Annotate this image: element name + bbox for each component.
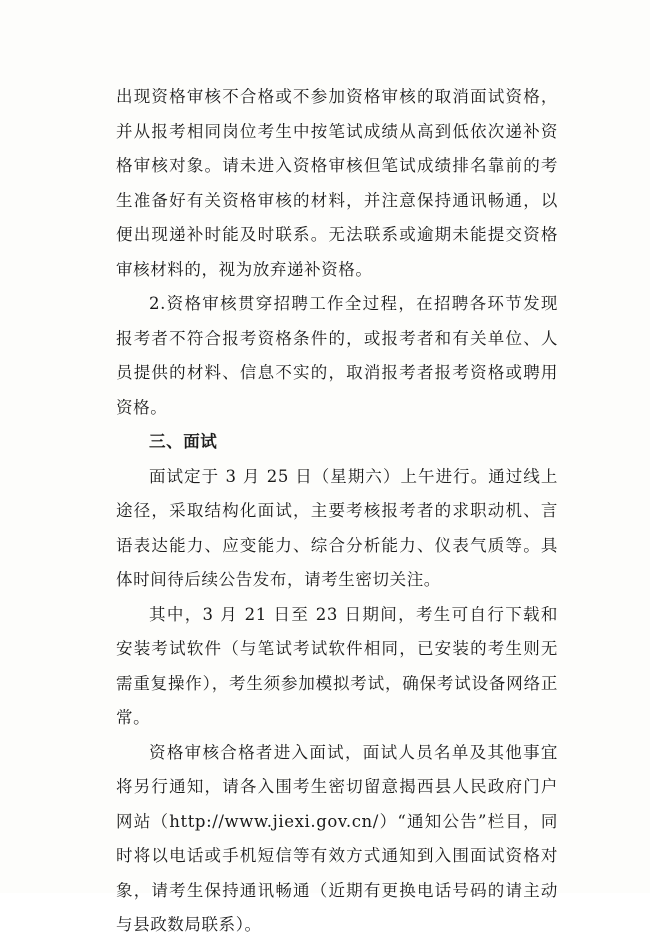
paragraph-qualification-continued: 出现资格审核不合格或不参加资格审核的取消面试资格，并从报考相同岗位考生中按笔试成绩从高到低依次递补资格审核对象。请未进入资格审核但笔试成绩排名靠前的考生准备好有关资格审核的材料，并注意保持通讯畅通，以便出现递补时能及时联系。无法联系或逾期未能提交资格审核材料的，视为放弃递补资格。 xyxy=(116,87,558,279)
paragraph-interview-notice: 资格审核合格者进入面试，面试人员名单及其他事宜将另行通知，请各入围考生密切留意揭西县人民政府门户网站（http://www.jiexi.gov.cn/）“通知公告”栏目，同时将以电话或手机短信等有效方式通知到入围面试资格对象，请考生保持通讯畅通（近期有更换电话号码的请主动与县政数局联系）。 xyxy=(116,742,558,934)
section-heading-interview: 三、面试 xyxy=(149,432,218,451)
paragraph-interview-schedule: 面试定于 3 月 25 日（星期六）上午进行。通过线上途径，采取结构化面试，主要考核报考者的求职动机、言语表达能力、应变能力、综合分析能力、仪表气质等。具体时间待后续公告发布，请考生密切关注。 xyxy=(116,466,558,589)
paragraph-qualification-item-2: 2.资格审核贯穿招聘工作全过程，在招聘各环节发现报考者不符合报考资格条件的，或报考者和有关单位、人员提供的材料、信息不实的，取消报考者报考资格或聘用资格。 xyxy=(116,294,558,417)
document-body xyxy=(116,80,558,943)
paragraph-software-install: 其中，3 月 21 日至 23 日期间，考生可自行下载和安装考试软件（与笔试考试软件相同，已安装的考生则无需重复操作），考生须参加模拟考试，确保考试设备网络正常。 xyxy=(116,604,558,727)
